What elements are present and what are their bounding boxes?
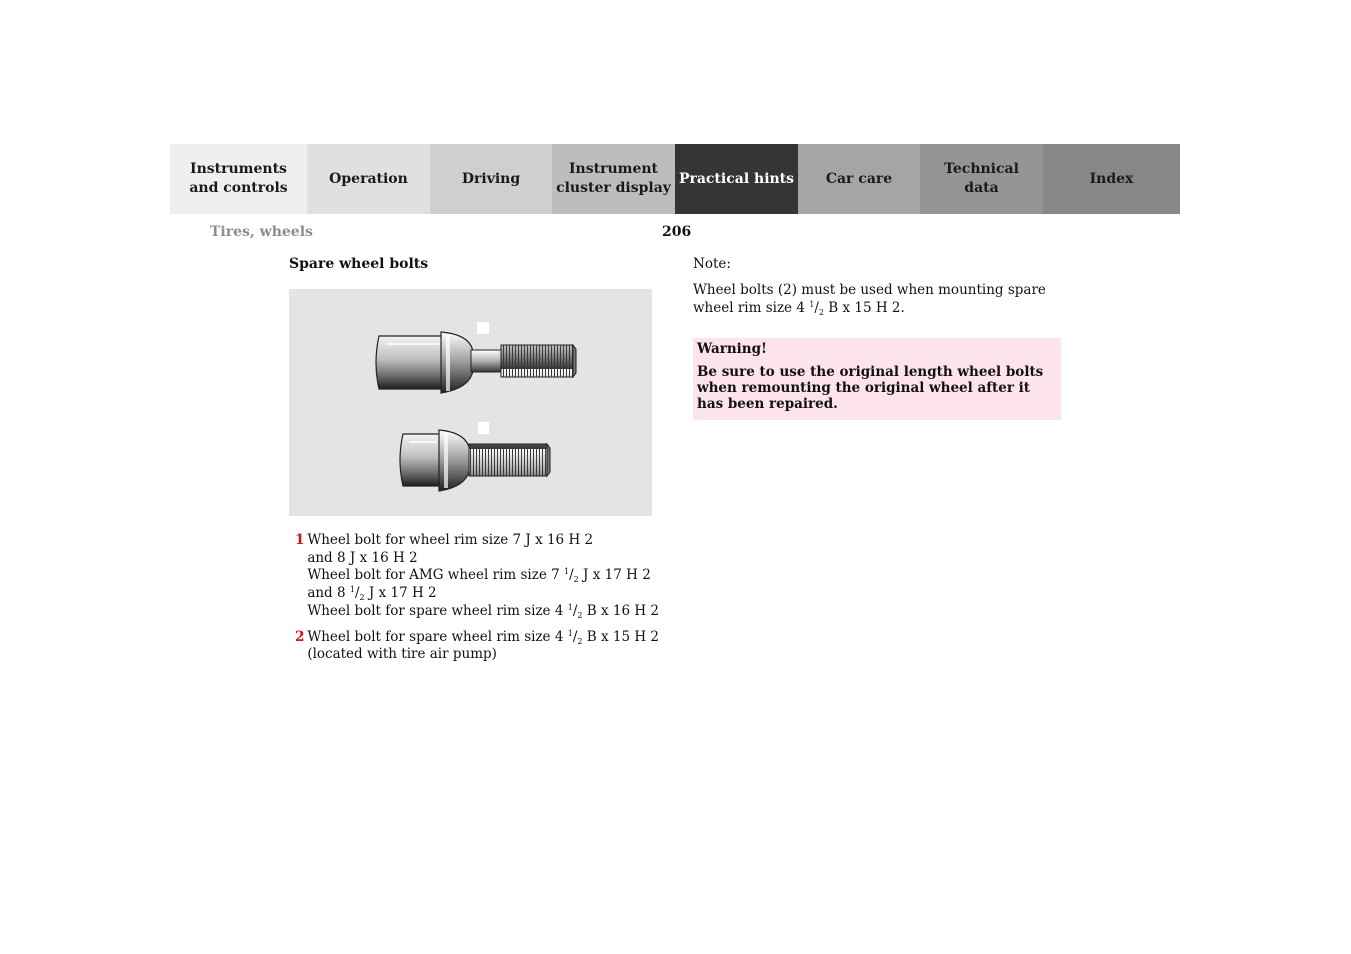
tab-driving[interactable] [430,144,552,214]
legend-text [307,532,659,621]
tab-label: Instrument cluster display [556,161,671,196]
warning-text: Be sure to use the original length wheel bolts when remounting the original wheel after it has been repaired. [697,364,1044,412]
tab-instrument-cluster-display[interactable] [552,144,675,214]
tab-label: Operation [329,170,408,187]
legend-line: (located with tire air pump) [307,646,497,663]
warning-box [693,338,1061,420]
wheel-bolt-1 [376,322,576,393]
tab-label: Index [1089,170,1134,187]
tab-label: Technical data [944,161,1019,196]
legend-line: Wheel bolt for spare wheel rim size 4 $^1/_2$ B x 16 H 2 [307,602,659,620]
note-text: Wheel bolts (2) must be used when mounting spare wheel rim size 4 $^1/_2$ B x 15 H 2. [693,282,1046,317]
legend-item [289,532,659,621]
nav-tabs [170,144,1180,214]
legend-number: 2 [295,628,305,645]
legend-number: 1 [295,532,305,548]
tab-instruments-and-controls[interactable] [170,144,307,214]
legend-line: Wheel bolt for wheel rim size 7 J x 16 H 2 [307,532,594,548]
tab-label: Car care [825,170,893,187]
figure-legend [289,532,659,672]
legend-text [307,629,659,664]
tab-index[interactable] [1043,144,1180,214]
section-title: Tires, wheels [210,224,313,240]
legend-line: Wheel bolt for spare wheel rim size 4 $^1/_2$ B x 15 H 2 [307,628,659,646]
legend-line: and 8 J x 16 H 2 [307,549,418,566]
legend-line: and 8 $^1/_2$ J x 17 H 2 [307,585,437,603]
page-heading: Spare wheel bolts [289,256,429,272]
page-number: 206 [662,224,692,240]
legend-line: Wheel bolt for AMG wheel rim size 7 $^1/_2$ J x 17 H 2 [307,567,651,585]
tab-label: Instruments and controls [189,161,288,196]
tab-technical-data[interactable] [920,144,1043,214]
wheel-bolts-illustration [289,289,652,516]
note-label: Note: [693,256,731,272]
tab-operation[interactable] [307,144,430,214]
wheel-bolts-drawing [289,289,652,516]
tab-label: Practical hints [678,170,795,187]
warning-title: Warning! [697,341,767,357]
tab-label: Driving [461,170,521,187]
tab-practical-hints[interactable] [675,144,798,214]
wheel-bolt-2 [400,422,550,491]
legend-item [289,629,659,664]
tab-car-care[interactable] [798,144,920,214]
